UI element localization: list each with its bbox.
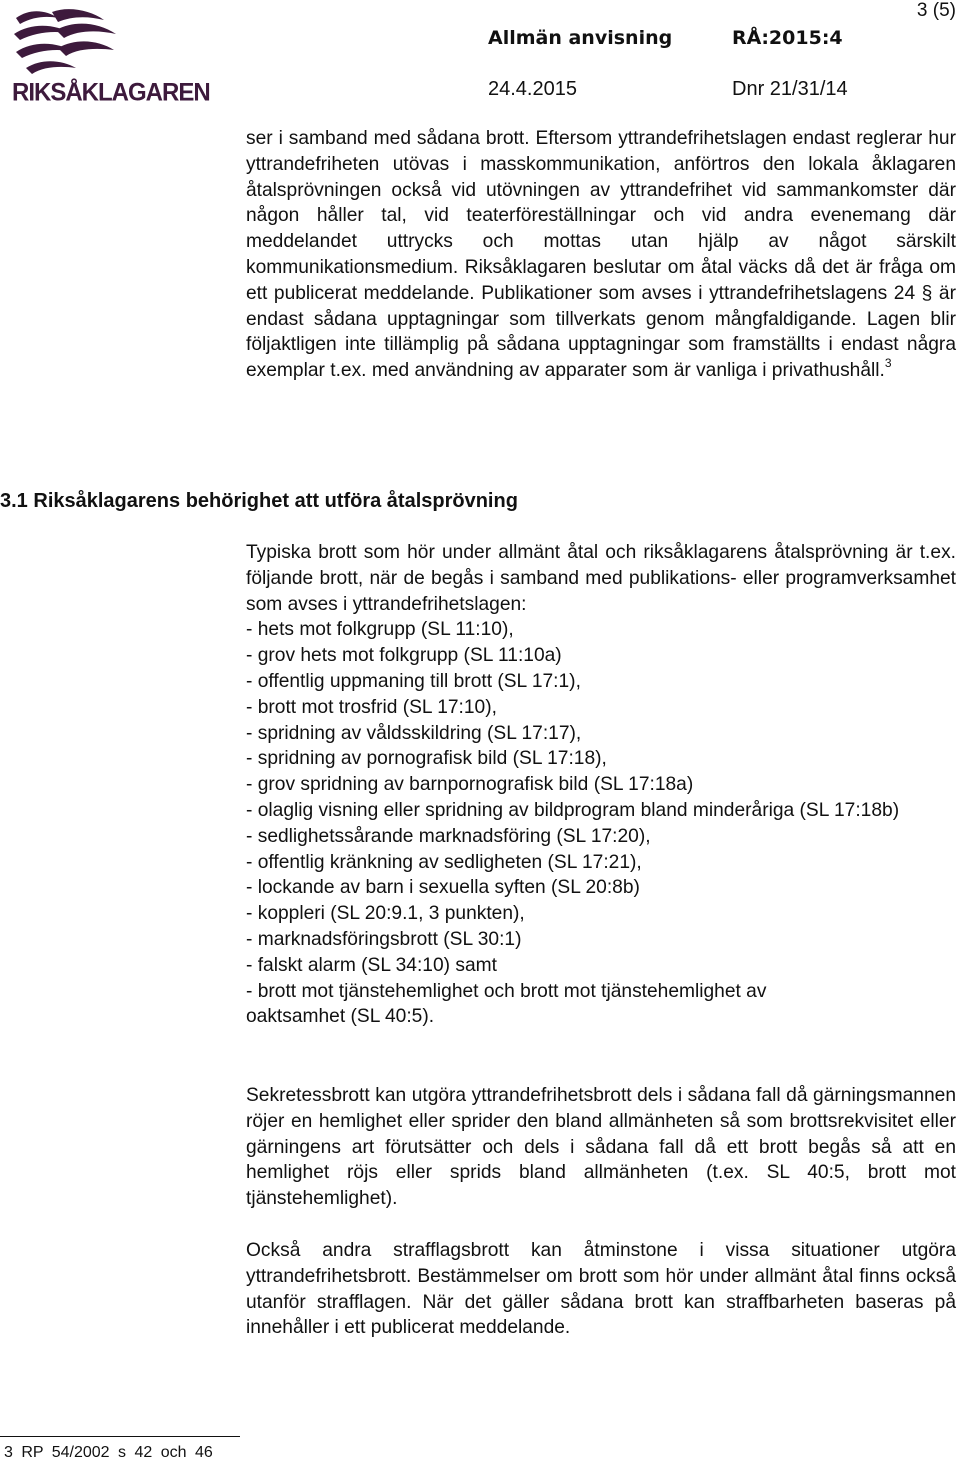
list-item: - spridning av våldsskildring (SL 17:17), (246, 722, 582, 744)
footnote: 3 RP 54/2002 s 42 och 46 (4, 1444, 213, 1461)
list-item: - offentlig kränkning av sedligheten (SL 17:21), (246, 851, 642, 873)
document-dnr: Dnr 21/31/14 (732, 78, 848, 100)
footnote-ref[interactable]: 3 (884, 355, 892, 370)
list-item: - offentlig uppmaning till brott (SL 17:1), (246, 670, 581, 692)
list-item: - sedlighetssårande marknadsföring (SL 17:20), (246, 825, 651, 847)
secrecy-text: Sekretessbrott kan utgöra yttrandefrihetsbrott dels i sådana fall då gärningsmannen röjer en hemlighet eller sprider den bland allmänheten så som brottsrekvisitet eller gärningens art förutsätter och dels i sådana fall då ett brott begås så att en hemlighet röjs eller sprids bland allmänheten (t.ex. SL 40:5, brott mot tjänstehemlighet). (246, 1085, 956, 1210)
list-item: - falskt alarm (SL 34:10) samt (246, 954, 497, 976)
crime-list (246, 617, 956, 1030)
list-item: - grov hets mot folkgrupp (SL 11:10a) (246, 645, 562, 667)
section-number: 3.1 (0, 490, 28, 512)
intro-paragraph (246, 126, 956, 384)
list-item: - lockande av barn i sexuella syften (SL 20:8b) (246, 877, 640, 899)
crimes-section (246, 540, 956, 1030)
other-offences-paragraph (246, 1238, 956, 1341)
list-item: - brott mot tjänstehemlighet och brott mot tjänstehemlighet av oaktsamhet (SL 40:5). (246, 980, 767, 1028)
riksaklagaren-logo (10, 8, 210, 107)
section-heading (0, 488, 764, 514)
secrecy-paragraph (246, 1083, 956, 1212)
page-number: 3 (5) (916, 0, 956, 21)
list-item: - olaglig visning eller spridning av bildprogram bland minderåriga (SL 17:18b) (246, 799, 900, 821)
list-intro: Typiska brott som hör under allmänt åtal och riksåklagarens åtalsprövning är t.ex. följande brott, när de begås i samband med publikations- eller programverksamhet som avses i yttrandefrihetslagen: (246, 542, 956, 615)
intro-text: ser i samband med sådana brott. Eftersom yttrandefrihetslagen endast reglerar hur yttrandefriheten utövas i masskommunikation, anförtros den lokala åklagaren åtalsprövningen också vid utövningen av yttrandefrihet vid sammankomster där någon håller tal, vid teaterföreställningar och vid andra evenemang där meddelandet uttrycks och mottas utan hjälp av något särskilt kommunikationsmedium. Riksåklagaren beslutar om åtal väcks då det är fråga om ett publicerat meddelande. Publikationer som avses i yttrandefrihetslagens 24 § är endast sådana upptagningar som tillverkats genom mångfaldigande. Lagen blir följaktligen inte tillämplig på sådana upptagningar som framställts i endast några exemplar t.ex. med användning av apparater som är vanliga i privathushåll. (246, 128, 956, 382)
list-item: - marknadsföringsbrott (SL 30:1) (246, 928, 522, 950)
list-item: - brott mot trosfrid (SL 17:10), (246, 696, 497, 718)
list-item: - spridning av pornografisk bild (SL 17:18), (246, 748, 607, 770)
list-item: - grov spridning av barnpornografisk bild (SL 17:18a) (246, 774, 694, 796)
logo-emblem-icon (12, 8, 122, 76)
document-id: RÅ:2015:4 (732, 27, 843, 49)
other-offences-text: Också andra strafflagsbrott kan åtminstone i vissa situationer utgöra yttrandefrihetsbrott. Bestämmelser om brott som hör under allmänt åtal finns också utanför strafflagen. När det gäller sådana brott kan straffbarheten baseras på innehåller i ett publicerat meddelande. (246, 1240, 956, 1339)
document-date: 24.4.2015 (488, 78, 577, 100)
section-title: Riksåklagarens behörighet att utföra åtalsprövning (33, 490, 518, 512)
document-type: Allmän anvisning (488, 27, 673, 49)
list-item: - koppleri (SL 20:9.1, 3 punkten), (246, 903, 525, 925)
list-item: - hets mot folkgrupp (SL 11:10), (246, 619, 514, 641)
footnote-divider (0, 1436, 240, 1437)
logo-wordmark: RIKSÅKLAGAREN (12, 78, 210, 107)
